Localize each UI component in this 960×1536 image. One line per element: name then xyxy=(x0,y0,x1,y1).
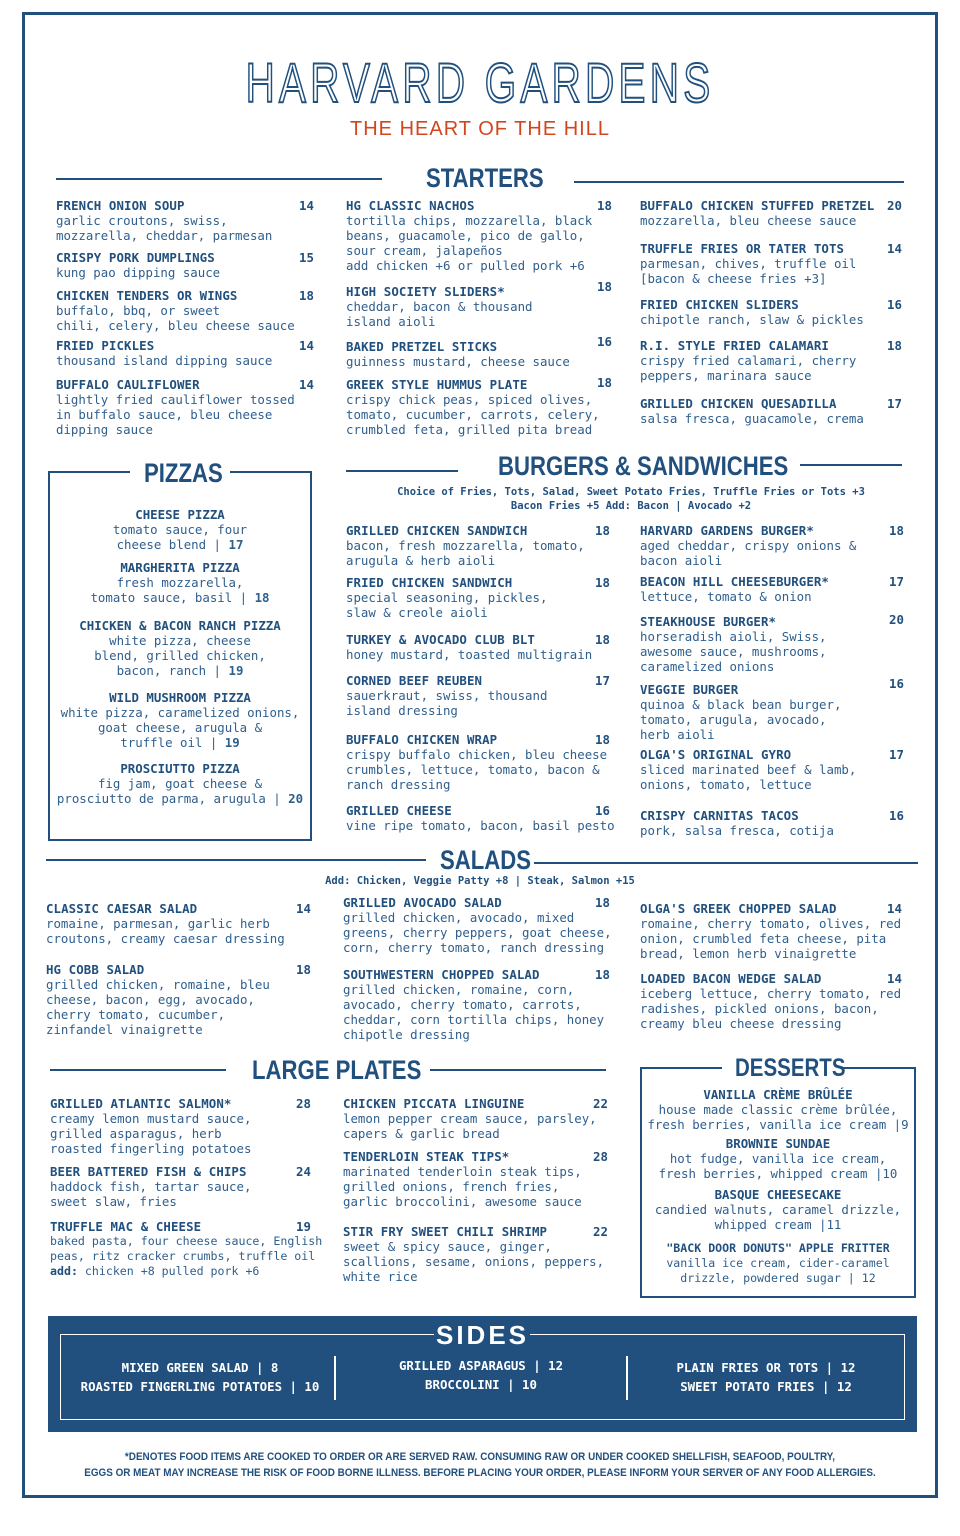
plates-rule-left xyxy=(50,1069,226,1071)
pizza-item: CHEESE PIZZA tomato sauce, four cheese blend | 17 xyxy=(112,507,248,552)
sides-column: MIXED GREEN SALAD | 8 ROASTED FINGERLING POTATOES | 10 xyxy=(80,1360,320,1394)
item-price: 22 xyxy=(593,1224,608,1239)
menu-item: CHICKEN TENDERS OR WINGS buffalo, bbq, or sweet chili, celery, bleu cheese sauce xyxy=(56,288,295,333)
item-price: 16 xyxy=(595,803,610,818)
pizza-item: MARGHERITA PIZZA fresh mozzarella, tomato sauce, basil | 18 xyxy=(90,560,270,605)
salads-note: Add: Chicken, Veggie Patty +8 | Steak, Salmon +15 xyxy=(325,875,635,887)
item-price: 14 xyxy=(296,901,311,916)
burgers-rule-left xyxy=(346,470,458,472)
menu-item: HIGH SOCIETY SLIDERS* cheddar, bacon & thousand island aioli xyxy=(346,284,533,329)
sides-heading: SIDES xyxy=(435,1320,530,1350)
item-price: 14 xyxy=(887,901,902,916)
item-price: 14 xyxy=(299,198,314,213)
item-price: 19 xyxy=(296,1219,311,1234)
pizza-item: CHICKEN & BACON RANCH PIZZA white pizza, cheese blend, grilled chicken, bacon, ranch | 19 xyxy=(79,618,281,678)
menu-item: GRILLED CHEESE vine ripe tomato, bacon, basil pesto xyxy=(346,803,615,833)
item-price: 18 xyxy=(889,523,904,538)
item-price: 18 xyxy=(597,279,612,294)
menu-item: BEACON HILL CHEESEBURGER* lettuce, tomato & onion xyxy=(640,574,829,604)
salads-rule-left xyxy=(46,859,426,861)
menu-item: HARVARD GARDENS BURGER* aged cheddar, crispy onions & bacon aioli xyxy=(640,523,857,568)
menu-item: GRILLED CHICKEN QUESADILLA salsa fresca, guacamole, crema xyxy=(640,396,864,426)
menu-item: R.I. STYLE FRIED CALAMARI crispy fried calamari, cherry peppers, marinara sauce xyxy=(640,338,857,383)
menu-item: OLGA'S GREEK CHOPPED SALAD romaine, cherry tomato, olives, red onion, crumbled feta cheese, pita bread, lemon herb vinaigrette xyxy=(640,901,902,961)
item-price: 18 xyxy=(597,198,612,213)
pizzas-rule-left xyxy=(48,471,130,473)
item-price: 15 xyxy=(299,250,314,265)
menu-item: VEGGIE BURGER quinoa & black bean burger, tomato, arugula, avocado, herb aioli xyxy=(640,682,842,742)
item-price: 17 xyxy=(889,747,904,762)
item-price: 17 xyxy=(889,574,904,589)
menu-item: FRIED PICKLES thousand island dipping sauce xyxy=(56,338,273,368)
menu-item: GREEK STYLE HUMMUS PLATE crispy chick peas, spiced olives, tomato, cucumber, carrots, celery, crumbled feta, grilled pita bread xyxy=(346,377,600,437)
item-price: 18 xyxy=(595,523,610,538)
burgers-heading: BURGERS & SANDWICHES xyxy=(498,451,789,481)
item-price: 18 xyxy=(595,575,610,590)
item-price: 14 xyxy=(299,338,314,353)
menu-item: CRISPY PORK DUMPLINGS kung pao dipping sauce xyxy=(56,250,221,280)
menu-item: TURKEY & AVOCADO CLUB BLT honey mustard, toasted multigrain xyxy=(346,632,593,662)
menu-item: TENDERLOIN STEAK TIPS* marinated tenderloin steak tips, grilled onions, french fries, garlic broccolini, awesome sauce xyxy=(343,1149,582,1209)
tagline: THE HEART OF THE HILL xyxy=(350,118,610,140)
item-price: 18 xyxy=(296,962,311,977)
salads-rule-right xyxy=(534,862,918,864)
allergy-disclaimer: *DENOTES FOOD ITEMS ARE COOKED TO ORDER OR ARE SERVED RAW. CONSUMING RAW OR UNDER COOKED SHELLFISH, SEAFOOD, POULTRY, EGGS OR MEAT MAY INCREASE THE RISK OF FOOD BORNE ILLNESS. BEFORE PLACING YOUR ORDER, PLEASE INFORM YOUR SERVER OF ANY FOOD ALLERGIES. xyxy=(84,1451,876,1479)
menu-item: BUFFALO CHICKEN WRAP crispy buffalo chicken, bleu cheese crumbles, lettuce, tomato, bacon & ranch dressing xyxy=(346,732,608,792)
desserts-rule-left xyxy=(640,1067,722,1069)
menu-item: BAKED PRETZEL STICKS guinness mustard, cheese sauce xyxy=(346,339,570,369)
item-price: 20 xyxy=(889,612,904,627)
menu-item: STIR FRY SWEET CHILI SHRIMP sweet & spicy sauce, ginger, scallions, sesame, onions, peppers, white rice xyxy=(343,1224,605,1284)
item-price: 16 xyxy=(597,334,612,349)
item-price: 14 xyxy=(887,241,902,256)
menu-item: HG CLASSIC NACHOS tortilla chips, mozzarella, black beans, guacamole, pico de gallo, sour cream, jalapeños add chicken +6 or pulled pork +6 xyxy=(346,198,593,273)
large-plates-heading: LARGE PLATES xyxy=(252,1055,422,1085)
dessert-item: "BACK DOOR DONUTS" APPLE FRITTER vanilla ice cream, cider-caramel drizzle, powdered sugar | 12 xyxy=(666,1241,890,1285)
menu-item: GRILLED ATLANTIC SALMON* creamy lemon mustard sauce, grilled asparagus, herb roasted fingerling potatoes xyxy=(50,1096,252,1156)
item-price: 17 xyxy=(595,673,610,688)
menu-item: LOADED BACON WEDGE SALAD iceberg lettuce, cherry tomato, red radishes, pickled onions, bacon, creamy bleu cheese dressing xyxy=(640,971,902,1031)
starters-heading: STARTERS xyxy=(426,163,544,193)
pizza-item: PROSCIUTTO PIZZA fig jam, goat cheese & prosciutto de parma, arugula | 20 xyxy=(56,761,304,806)
burgers-rule-right xyxy=(800,464,902,466)
item-price: 28 xyxy=(593,1149,608,1164)
item-price: 18 xyxy=(595,895,610,910)
item-price: 18 xyxy=(299,288,314,303)
pizzas-rule-right xyxy=(230,471,312,473)
desserts-heading: DESSERTS xyxy=(735,1054,846,1082)
starters-rule-right xyxy=(574,181,904,183)
dessert-item: BROWNIE SUNDAE hot fudge, vanilla ice cream, fresh berries, whipped cream |10 xyxy=(658,1136,898,1181)
menu-item: GRILLED AVOCADO SALAD grilled chicken, avocado, mixed greens, cherry peppers, goat cheese, corn, cherry tomato, ranch dressing xyxy=(343,895,612,955)
menu-item: FRIED CHICKEN SANDWICH special seasoning, pickles, slaw & creole aioli xyxy=(346,575,548,620)
burgers-note: Choice of Fries, Tots, Salad, Sweet Potato Fries, Truffle Fries or Tots +3 Bacon Fries +5 Add: Bacon | Avocado +2 xyxy=(397,486,865,512)
menu-item: CHICKEN PICCATA LINGUINE lemon pepper cream sauce, parsley, capers & garlic bread xyxy=(343,1096,597,1141)
item-price: 28 xyxy=(296,1096,311,1111)
menu-item: BUFFALO CHICKEN STUFFED PRETZEL mozzarella, bleu cheese sauce xyxy=(640,198,875,228)
item-price: 18 xyxy=(595,967,610,982)
sides-column: PLAIN FRIES OR TOTS | 12 SWEET POTATO FRIES | 12 xyxy=(676,1360,856,1394)
menu-item: GRILLED CHICKEN SANDWICH bacon, fresh mozzarella, tomato, arugula & herb aioli xyxy=(346,523,585,568)
dessert-item: BASQUE CHEESECAKE candied walnuts, caramel drizzle, whipped cream |11 xyxy=(654,1187,902,1232)
item-price: 18 xyxy=(595,732,610,747)
menu-item: BUFFALO CAULIFLOWER lightly fried cauliflower tossed in buffalo sauce, bleu cheese dipping sauce xyxy=(56,377,295,437)
item-price: 18 xyxy=(597,375,612,390)
starters-rule-left xyxy=(56,178,382,180)
pizzas-heading: PIZZAS xyxy=(144,458,223,488)
menu-item: FRIED CHICKEN SLIDERS chipotle ranch, slaw & pickles xyxy=(640,297,864,327)
item-price: 16 xyxy=(889,676,904,691)
menu-item: TRUFFLE FRIES OR TATER TOTS parmesan, chives, truffle oil [bacon & cheese fries +3] xyxy=(640,241,857,286)
menu-item: CLASSIC CAESAR SALAD romaine, parmesan, garlic herb croutons, creamy caesar dressing xyxy=(46,901,285,946)
menu-item: FRENCH ONION SOUP garlic croutons, swiss, mozzarella, cheddar, parmesan xyxy=(56,198,273,243)
sides-panel xyxy=(48,1316,917,1432)
item-price: 17 xyxy=(887,396,902,411)
menu-item: TRUFFLE MAC & CHEESE baked pasta, four cheese sauce, English peas, ritz cracker crumbs, truffle oil add: chicken +8 pulled pork +6 xyxy=(50,1219,323,1278)
pizza-item: WILD MUSHROOM PIZZA white pizza, caramelized onions, goat cheese, arugula & truffle oil | 19 xyxy=(60,690,300,750)
item-price: 14 xyxy=(887,971,902,986)
dessert-item: VANILLA CRÈME BRÛLÉE house made classic crème brûlée, fresh berries, vanilla ice cream |9 xyxy=(647,1087,909,1132)
sides-column: GRILLED ASPARAGUS | 12 BROCCOLINI | 10 xyxy=(398,1358,564,1392)
item-price: 14 xyxy=(299,377,314,392)
desserts-rule-right xyxy=(840,1067,916,1069)
menu-item: OLGA'S ORIGINAL GYRO sliced marinated beef & lamb, onions, tomato, lettuce xyxy=(640,747,857,792)
salads-heading: SALADS xyxy=(440,845,532,875)
menu-item: CORNED BEEF REUBEN sauerkraut, swiss, thousand island dressing xyxy=(346,673,548,718)
item-price: 16 xyxy=(889,808,904,823)
menu-item: HG COBB SALAD grilled chicken, romaine, bleu cheese, bacon, egg, avocado, cherry tomato, cucumber, zinfandel vinaigrette xyxy=(46,962,270,1037)
menu-item: STEAKHOUSE BURGER* horseradish aioli, Swiss, awesome sauce, mushrooms, caramelized onions xyxy=(640,614,827,674)
item-price: 18 xyxy=(595,632,610,647)
menu-item: SOUTHWESTERN CHOPPED SALAD grilled chicken, romaine, corn, avocado, cherry tomato, carrots, cheddar, corn tortilla chips, honey chipotle dressing xyxy=(343,967,605,1042)
menu-item: CRISPY CARNITAS TACOS pork, salsa fresca, cotija xyxy=(640,808,834,838)
menu-item: BEER BATTERED FISH & CHIPS haddock fish, tartar sauce, sweet slaw, fries xyxy=(50,1164,252,1209)
item-price: 24 xyxy=(296,1164,311,1179)
plates-rule-right xyxy=(430,1069,606,1071)
item-price: 18 xyxy=(887,338,902,353)
item-price: 22 xyxy=(593,1096,608,1111)
restaurant-title: HARVARD GARDENS xyxy=(245,51,715,114)
item-price: 20 xyxy=(887,198,902,213)
item-price: 16 xyxy=(887,297,902,312)
